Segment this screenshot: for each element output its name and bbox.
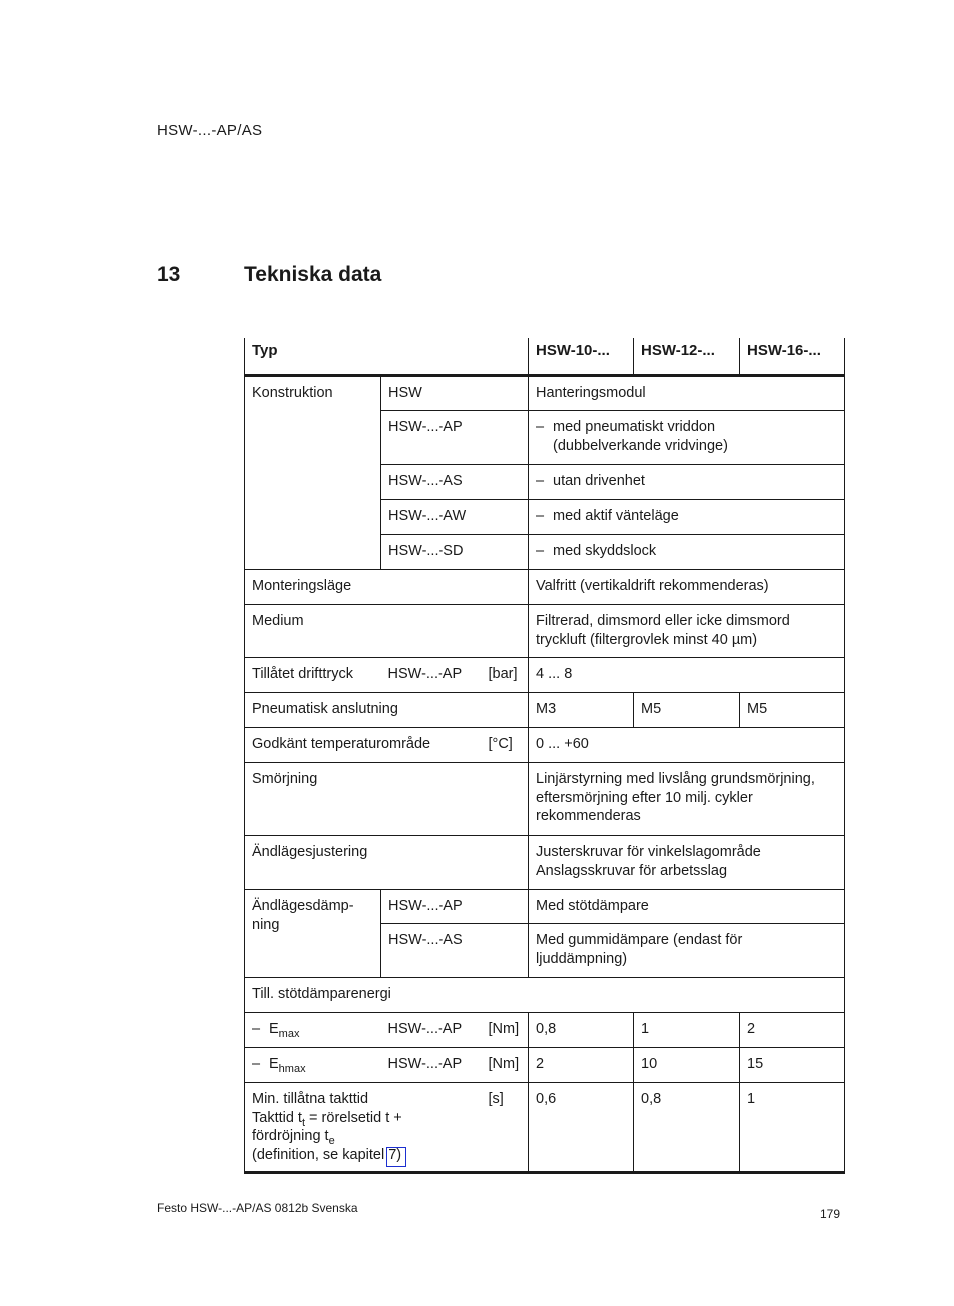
label-line: = rörelsetid t + [305, 1109, 402, 1126]
drifttryck-unit: [bar] [482, 658, 529, 693]
table-row [245, 1048, 845, 1083]
technical-data-table [244, 338, 845, 1174]
table-row [245, 890, 845, 924]
emax-symbol: E [269, 1021, 279, 1037]
konstruktion-label: Konstruktion [245, 376, 381, 570]
value-line: utan drivenhet [553, 473, 645, 489]
takttid-hsw16: 1 [740, 1083, 845, 1173]
emax-variant: HSW-...-AP [381, 1013, 482, 1048]
smorjning-label: Smörjning [245, 763, 529, 836]
anslutning-hsw12: M5 [634, 693, 740, 728]
chapter-link-highlight[interactable] [386, 1147, 406, 1167]
label-line: ning [252, 916, 280, 933]
medium-value [529, 605, 845, 658]
value-line: Anslagsskruvar för arbetsslag [536, 862, 728, 879]
value-line: Justerskruvar för vinkelslagområde [536, 844, 761, 860]
takttid-unit: [s] [482, 1083, 529, 1173]
value-line: med pneumatiskt vriddon [553, 419, 716, 435]
label-line: fördröjning t [252, 1128, 329, 1144]
dash: – [536, 419, 545, 435]
value-cell [529, 465, 845, 500]
dash: – [536, 473, 545, 489]
ehmax-hsw10: 2 [529, 1048, 634, 1083]
andlagesjustering-label: Ändlägesjustering [245, 836, 529, 890]
andlagesjustering-value [529, 836, 845, 890]
takttid-hsw12: 0,8 [634, 1083, 740, 1173]
value-line: Linjärstyrning med livslång grundsmörjning, [536, 771, 815, 787]
medium-label: Medium [245, 605, 529, 658]
ehmax-variant: HSW-...-AP [381, 1048, 482, 1083]
stotdamparenergi-label: Till. stötdämparenergi [245, 978, 845, 1013]
variant-cell: HSW-...-AS [381, 924, 529, 978]
value-cell: Hanteringsmodul [529, 376, 845, 411]
header-hsw16: HSW-16-... [740, 338, 845, 376]
table-row [245, 376, 845, 411]
dash: – [252, 1056, 261, 1072]
variant-cell: HSW-...-AW [381, 500, 529, 535]
chapter-reference-link[interactable]: (definition, se kapitel 7) [252, 1146, 402, 1163]
anslutning-hsw10: M3 [529, 693, 634, 728]
variant-cell: HSW [381, 376, 529, 411]
ehmax-hsw12: 10 [634, 1048, 740, 1083]
header-hsw10: HSW-10-... [529, 338, 634, 376]
value-line: (dubbelverkande vridvinge) [553, 437, 728, 454]
monteringslage-label: Monteringsläge [245, 570, 529, 605]
variant-cell: HSW-...-SD [381, 535, 529, 570]
label-line: Min. tillåtna takttid [252, 1091, 369, 1107]
ehmax-label [245, 1048, 381, 1083]
ehmax-hsw16: 15 [740, 1048, 845, 1083]
subscript: t [301, 1116, 306, 1129]
value-line: ljuddämpning) [536, 950, 628, 967]
header-hsw12: HSW-12-... [634, 338, 740, 376]
drifttryck-value: 4 ... 8 [529, 658, 845, 693]
value-line: Filtrerad, dimsmord eller icke dimsmord [536, 613, 790, 629]
table-row [245, 658, 845, 693]
header-typ: Typ [245, 338, 529, 376]
andlagesdampning-label [245, 890, 381, 978]
value-line: tryckluft (filtergrovlek minst 40 µm) [536, 631, 758, 648]
value-line: med aktif vänteläge [553, 508, 679, 524]
emax-hsw10: 0,8 [529, 1013, 634, 1048]
value-cell [529, 411, 845, 465]
value-line: eftersmörjning efter 10 milj. cykler [536, 789, 753, 806]
table-row [245, 1013, 845, 1048]
variant-cell: HSW-...-AP [381, 890, 529, 924]
table-row [245, 1083, 845, 1173]
drifttryck-variant: HSW-...-AP [381, 658, 482, 693]
table-header-row [245, 338, 845, 376]
value-line: Med gummidämpare (endast för [536, 932, 743, 948]
monteringslage-value: Valfritt (vertikaldrift rekommenderas) [529, 570, 845, 605]
variant-cell: HSW-...-AP [381, 411, 529, 465]
chapter-title: Tekniska data [244, 263, 382, 286]
ehmax-subscript: hmax [278, 1062, 306, 1075]
temperatur-value: 0 ... +60 [529, 728, 845, 763]
takttid-label [245, 1083, 482, 1173]
value-cell [529, 535, 845, 570]
variant-cell: HSW-...-AS [381, 465, 529, 500]
value-line: rekommenderas [536, 808, 641, 824]
emax-unit: [Nm] [482, 1013, 529, 1048]
ehmax-unit: [Nm] [482, 1048, 529, 1083]
takttid-hsw10: 0,6 [529, 1083, 634, 1173]
label-line: Ändlägesdämp- [252, 898, 354, 914]
value-cell: Med stötdämpare [529, 890, 845, 924]
emax-label [245, 1013, 381, 1048]
value-cell [529, 500, 845, 535]
anslutning-label: Pneumatisk anslutning [245, 693, 529, 728]
ehmax-symbol: E [269, 1056, 279, 1072]
table-row [245, 728, 845, 763]
table-row [245, 836, 845, 890]
table-row [245, 763, 845, 836]
value-line: med skyddslock [553, 543, 657, 559]
smorjning-value [529, 763, 845, 836]
chapter-number: 13 [157, 263, 181, 286]
running-header: HSW-...-AP/AS [157, 122, 263, 139]
table-row [245, 978, 845, 1013]
value-cell [529, 924, 845, 978]
temperatur-label: Godkänt temperaturområde [245, 728, 482, 763]
emax-hsw12: 1 [634, 1013, 740, 1048]
page-number: 179 [820, 1207, 841, 1221]
dash: – [536, 543, 545, 559]
emax-subscript: max [278, 1027, 300, 1040]
table-row [245, 693, 845, 728]
table-row [245, 605, 845, 658]
dash: – [252, 1021, 261, 1037]
emax-hsw16: 2 [740, 1013, 845, 1048]
dash: – [536, 508, 545, 524]
label-line: Takttid t [252, 1109, 302, 1126]
temperatur-unit: [°C] [482, 728, 529, 763]
table-row [245, 570, 845, 605]
footer: Festo HSW-...-AP/AS 0812b Svenska [157, 1201, 358, 1215]
subscript: e [328, 1134, 335, 1147]
drifttryck-label: Tillåtet drifttryck [245, 658, 381, 693]
anslutning-hsw16: M5 [740, 693, 845, 728]
